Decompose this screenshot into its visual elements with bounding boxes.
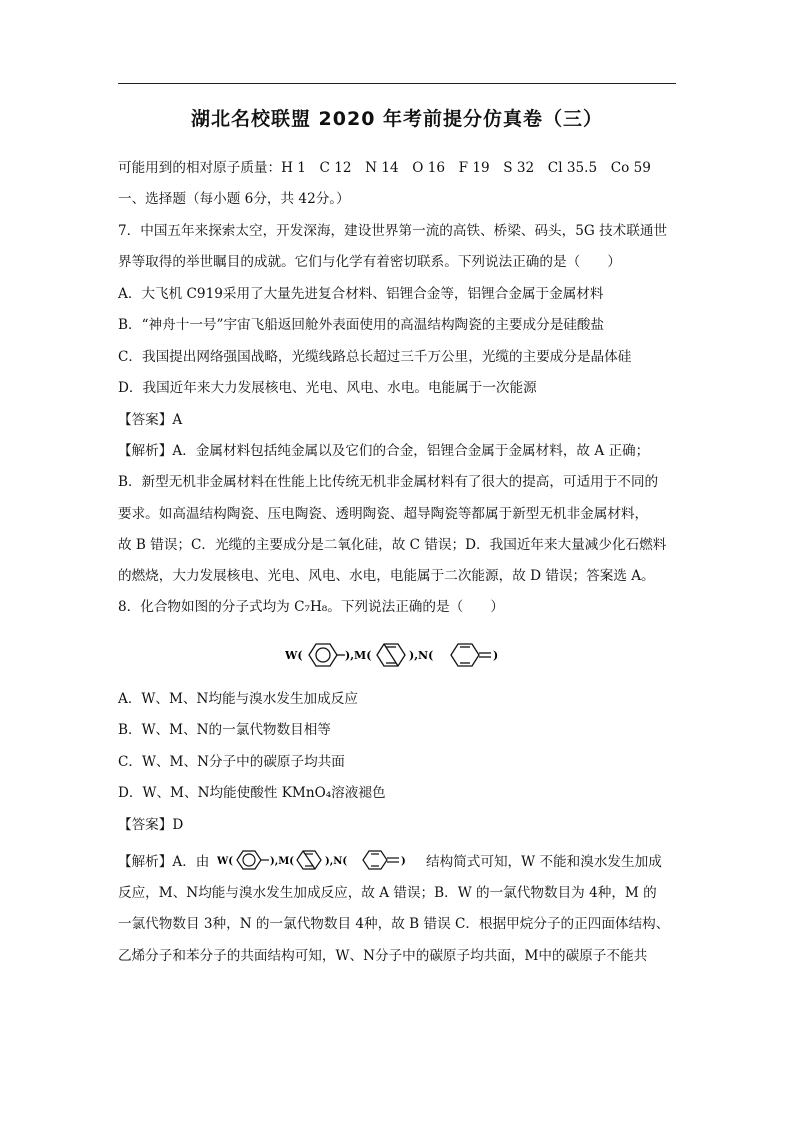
label-end: ) bbox=[493, 649, 499, 662]
inline-label-end: ) bbox=[401, 856, 406, 867]
label-m: ),M( bbox=[345, 649, 372, 662]
question-8-option-c: C．W、M、N分子中的碳原子均共面 bbox=[118, 754, 345, 770]
inline-label-n: ),N( bbox=[325, 856, 348, 867]
label-w: W( bbox=[285, 649, 303, 662]
question-7-answer: 【答案】A bbox=[118, 412, 183, 428]
header-rule bbox=[118, 83, 676, 84]
question-8-answer: 【答案】D bbox=[118, 817, 184, 833]
question-7-analysis-3: 要求。如高温结构陶瓷、压电陶瓷、透明陶瓷、超导陶瓷等都属于新型无机非金属材料， bbox=[118, 506, 649, 522]
inline-label-w: W( bbox=[217, 856, 233, 867]
question-7-analysis-4: 故 B 错误；C．光缆的主要成分是二氧化硅，故 C 错误；D．我国近年来大量减少化石燃料 bbox=[118, 537, 667, 553]
question-8-analysis-2: 反应，M、N均能与溴水发生加成反应，故 A 错误；B．W 的一氯代物数目为 4种，M 的 bbox=[118, 885, 657, 901]
question-7-option-a: A．大飞机 C919采用了大量先进复合材料、铝锂合金等，铝锂合金属于金属材料 bbox=[118, 286, 604, 302]
question-7-option-d: D．我国近年来大力发展核电、光电、风电、水电。电能属于一次能源 bbox=[118, 380, 537, 396]
question-7-option-c: C．我国提出网络强国战略，光缆线路总长超过三千万公里，光缆的主要成分是晶体硅 bbox=[118, 349, 632, 365]
question-8-stem: 8．化合物如图的分子式均为 C₇H₈。下列说法正确的是（ ） bbox=[118, 599, 504, 615]
question-7-analysis-2: B．新型无机非金属材料在性能上比传统无机非金属材料有了很大的提高，可适用于不同的 bbox=[118, 474, 659, 490]
section-heading: 一、选择题（每小题 6分，共 42分。） bbox=[118, 191, 350, 207]
question-7-option-b: B．“神舟十一号”宇宙飞船返回舱外表面使用的高温结构陶瓷的主要成分是硅酸盐 bbox=[118, 317, 605, 333]
question-8-analysis-3: 一氯代物数目 3种，N 的一氯代物数目 4种，故 B 错误 C．根据甲烷分子的正四面体结构、 bbox=[118, 916, 670, 932]
question-8-analysis-4: 乙烯分子和苯分子的共面结构可知，W、N分子中的碳原子均共面，M中的碳原子不能共 bbox=[118, 948, 648, 964]
question-8-analysis-lead: 【解析】A．由 bbox=[118, 854, 210, 870]
inline-label-m: ),M( bbox=[270, 856, 295, 867]
question-8-option-b: B．W、M、N的一氯代物数目相等 bbox=[118, 722, 331, 738]
atomic-mass-line: 可能用到的相对原子质量：H 1 C 12 N 14 O 16 F 19 S 32 Cl 35.5 Co 59 bbox=[118, 160, 651, 176]
question-8-option-d: D．W、M、N均能使酸性 KMnO₄溶液褪色 bbox=[118, 785, 386, 801]
question-8-analysis-cont: 结构简式可知，W 不能和溴水发生加成 bbox=[426, 854, 662, 870]
question-7-stem: 7．中国五年来探索太空，开发深海，建设世界第一流的高铁、桥梁、码头，5G 技术联通世 bbox=[118, 223, 668, 239]
w-ring bbox=[309, 644, 337, 666]
inline-structure-figure bbox=[217, 843, 427, 877]
question-8-option-a: A．W、M、N均能与溴水发生加成反应 bbox=[118, 691, 358, 707]
question-7-analysis-5: 的燃烧，大力发展核电、光电、风电、水电，电能属于二次能源，故 D 错误；答案选 A。 bbox=[118, 568, 655, 584]
question-7-analysis: 【解析】A．金属材料包括纯金属以及它们的合金，铝锂合金属于金属材料，故 A 正确； bbox=[118, 443, 650, 459]
question-7-stem-cont: 界等取得的举世瞩目的成就。它们与化学有着密切联系。下列说法正确的是（ ） bbox=[118, 254, 621, 270]
label-n: ),N( bbox=[409, 649, 434, 662]
page-title: 湖北名校联盟 2020 年考前提分仿真卷（三） bbox=[190, 108, 604, 130]
structure-figure bbox=[285, 633, 525, 677]
